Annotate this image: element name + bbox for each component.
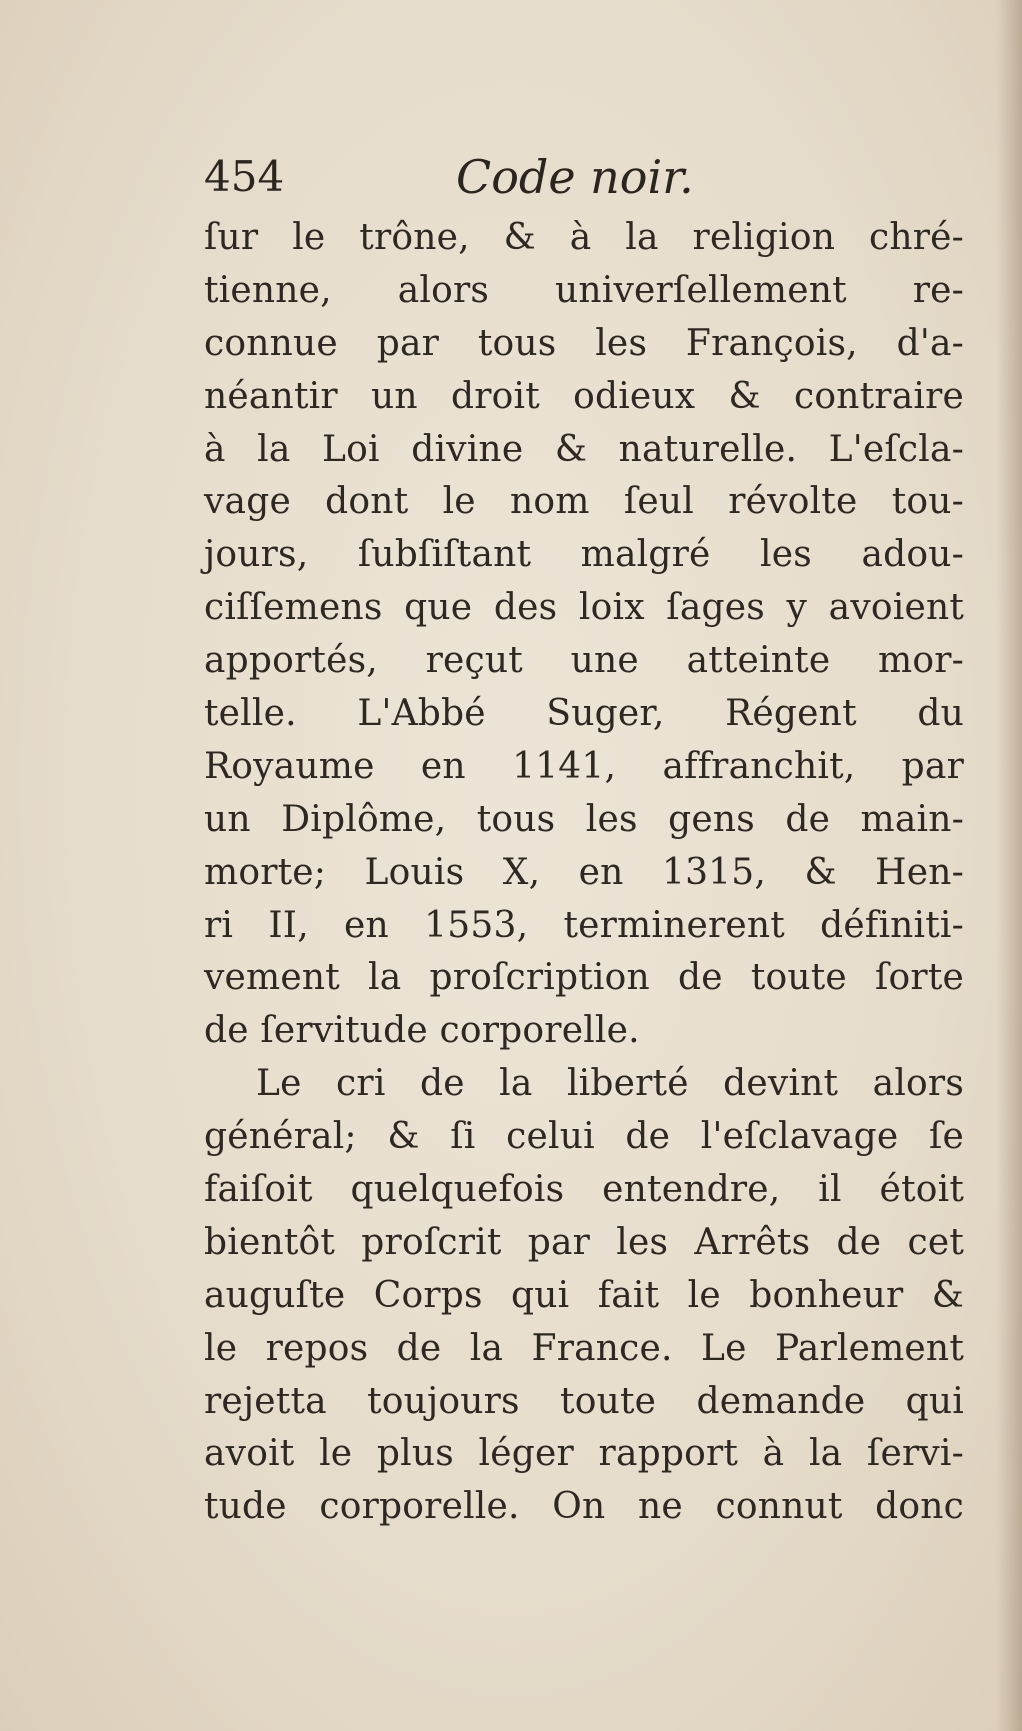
paragraph-end-line: de ſervitude corporelle. xyxy=(204,1010,640,1052)
text-line: connue par tous les François, d'a- xyxy=(204,322,964,364)
text-line: apportés, reçut une atteinte mor- xyxy=(204,640,964,682)
text-line: rejetta toujours toute demande qui xyxy=(204,1380,964,1422)
page-header xyxy=(204,142,964,212)
paragraph-start-line: Le cri de la liberté devint alors xyxy=(256,1063,964,1105)
text-line: telle. L'Abbé Suger, Régent du xyxy=(204,693,964,735)
text-line: Royaume en 1141, affranchit, par xyxy=(204,745,964,787)
running-head: Code noir. xyxy=(456,150,694,204)
text-line: ciſſemens que des loix ſages y avoient xyxy=(204,587,964,629)
text-line: tude corporelle. On ne connut donc xyxy=(204,1486,964,1528)
page-gutter-shadow xyxy=(996,0,1022,1731)
text-line: vement la proſcription de toute ſorte xyxy=(204,957,964,999)
text-line: tienne, alors univerſellement re- xyxy=(204,269,964,311)
text-line: néantir un droit odieux & contraire xyxy=(204,375,964,417)
text-line: à la Loi divine & naturelle. L'eſcla- xyxy=(204,428,964,470)
text-line: morte; Louis X, en 1315, & Hen- xyxy=(204,851,964,893)
text-line: bientôt proſcrit par les Arrêts de cet xyxy=(204,1221,964,1263)
text-line: le repos de la France. Le Parlement xyxy=(204,1327,964,1369)
text-line: général; & ſi celui de l'eſclavage ſe xyxy=(204,1116,964,1158)
page-number: 454 xyxy=(204,152,285,201)
text-line: ſur le trône, & à la religion chré- xyxy=(204,217,964,258)
text-line: jours, ſubſiſtant malgré les adou- xyxy=(204,534,964,576)
body-text xyxy=(204,212,964,1534)
text-line: vage dont le nom ſeul révolte tou- xyxy=(204,481,964,523)
text-line: ri II, en 1553, terminerent définiti- xyxy=(204,904,964,946)
text-line: avoit le plus léger rapport à la ſervi- xyxy=(204,1433,964,1475)
text-line: auguſte Corps qui fait le bonheur & xyxy=(204,1274,964,1316)
text-line: un Diplôme, tous les gens de main- xyxy=(204,798,964,840)
text-line: faiſoit quelquefois entendre, il étoit xyxy=(204,1169,964,1211)
